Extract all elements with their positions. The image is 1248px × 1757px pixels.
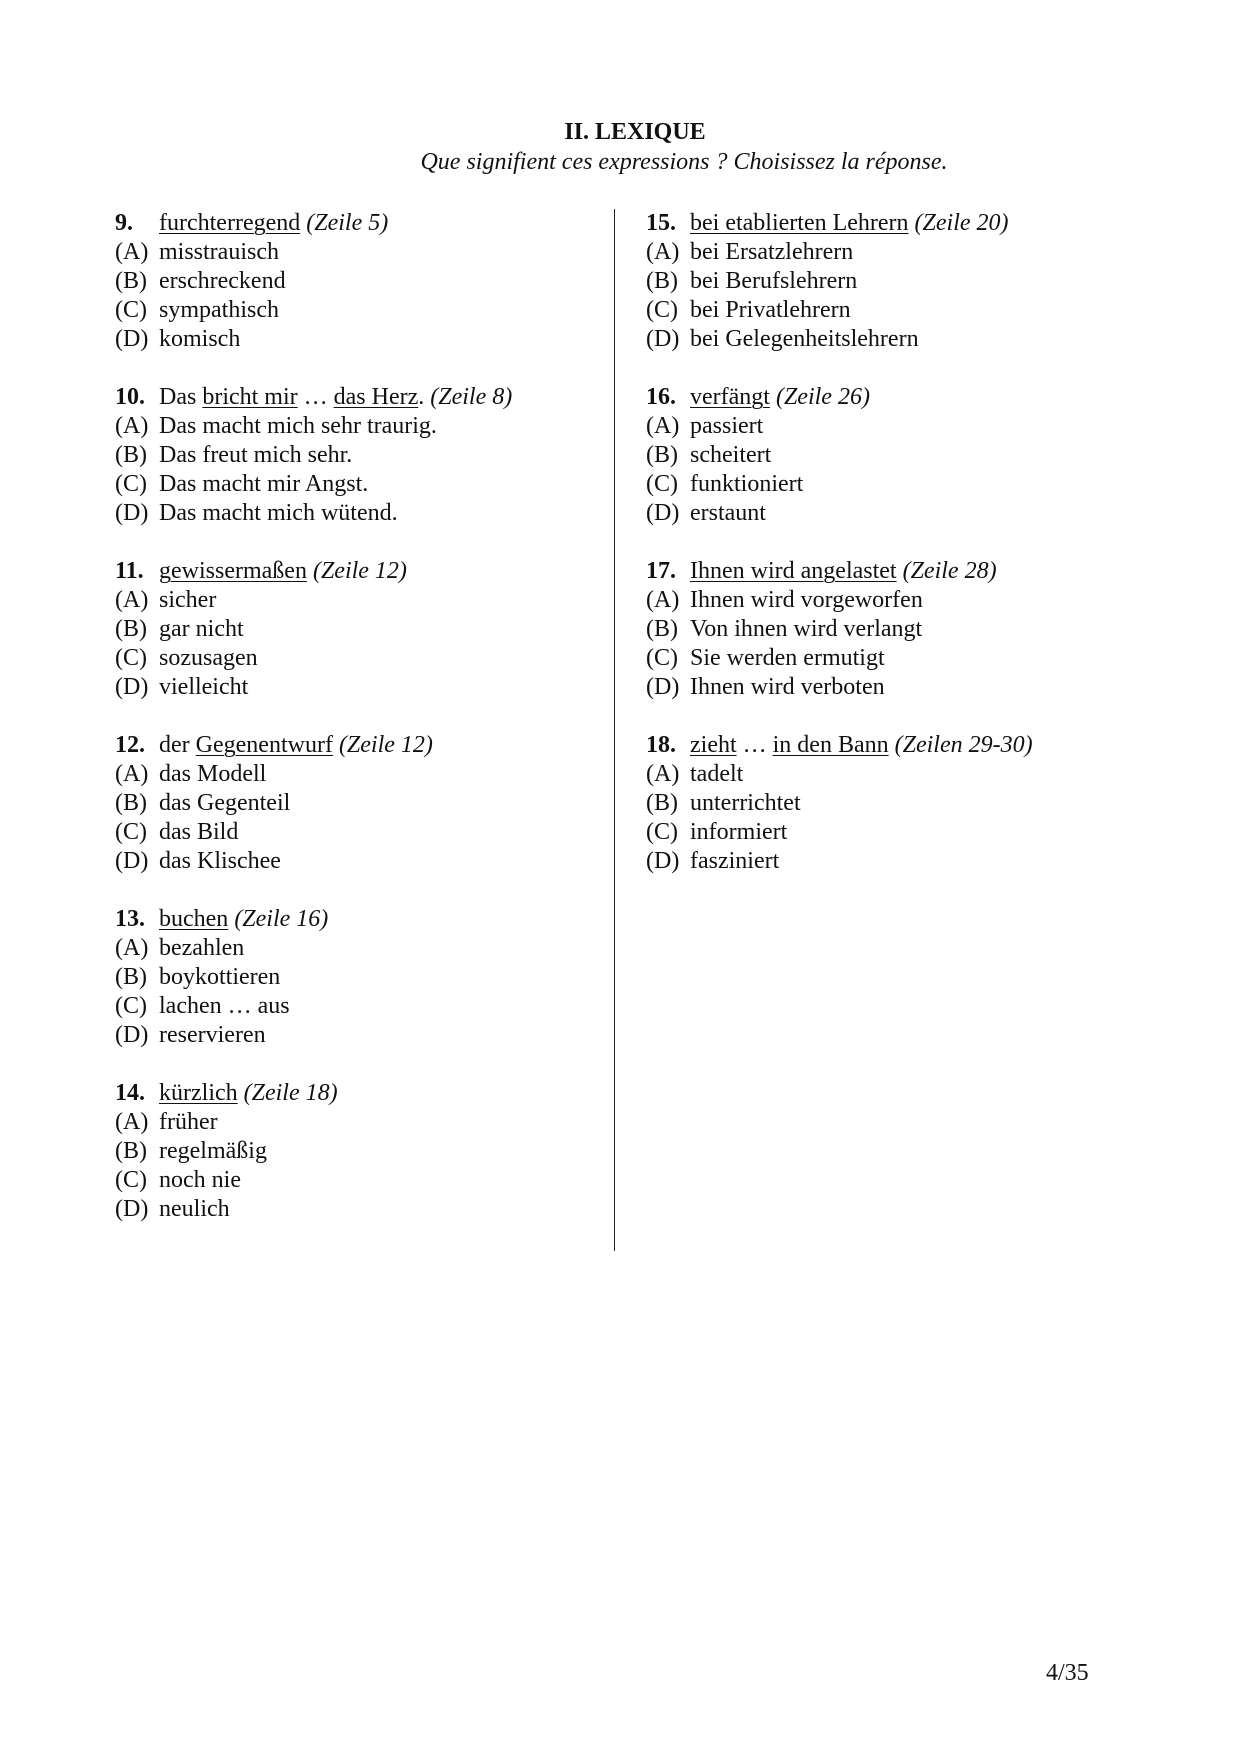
option-text: fasziniert [690,848,780,874]
question-block [646,731,1166,876]
answer-option [646,673,1166,702]
option-text: misstrauisch [159,239,279,265]
option-letter: (B) [646,442,678,468]
answer-option [646,499,1166,528]
question-stem [115,383,595,412]
option-letter: (A) [115,587,149,613]
option-letter: (D) [646,326,680,352]
question-block [646,209,1166,354]
option-text: bei Ersatzlehrern [690,239,854,265]
option-letter: (A) [646,587,680,613]
option-text: Das freut mich sehr. [159,442,353,468]
question-number: 13. [115,906,145,932]
target-expression: furchterregend [159,210,301,236]
option-text: sozusagen [159,645,258,671]
option-text: erschreckend [159,268,286,294]
question-block [646,557,1166,702]
answer-option [115,963,595,992]
question-stem [646,557,1166,586]
answer-option [646,412,1166,441]
option-letter: (A) [646,761,680,787]
option-letter: (C) [115,819,147,845]
option-text: bezahlen [159,935,245,961]
stem-text: … [736,732,773,758]
option-letter: (A) [115,935,149,961]
option-text: Von ihnen wird verlangt [690,616,923,642]
question-stem [646,209,1166,238]
option-text: bei Berufslehrern [690,268,858,294]
line-reference: (Zeile 5) [306,210,389,236]
stem-text: … [297,384,334,410]
answer-option [646,818,1166,847]
option-letter: (C) [115,993,147,1019]
right-question-column [646,209,1166,905]
option-text: komisch [159,326,241,352]
target-expression: bei etablierten Lehrern [690,210,909,236]
answer-option [115,1166,595,1195]
line-reference: (Zeile 16) [234,906,329,932]
line-reference: (Zeile 20) [914,210,1009,236]
option-letter: (B) [115,616,147,642]
question-block [646,383,1166,528]
option-text: regelmäßig [159,1138,267,1164]
stem-text: . [418,384,431,410]
question-stem [115,905,595,934]
option-letter: (D) [646,500,680,526]
answer-option [115,238,595,267]
target-expression: bricht mir [202,384,298,410]
line-reference: (Zeilen 29-30) [894,732,1033,758]
line-reference: (Zeile 28) [902,558,997,584]
line-reference: (Zeile 18) [243,1080,338,1106]
question-number: 16. [646,384,676,410]
target-expression: gewissermaßen [159,558,307,584]
option-letter: (C) [115,471,147,497]
option-text: das Modell [159,761,267,787]
option-letter: (D) [115,848,149,874]
option-letter: (B) [646,790,678,816]
question-number: 17. [646,558,676,584]
question-stem [115,557,595,586]
option-text: neulich [159,1196,230,1222]
column-divider [614,209,615,1251]
question-stem [115,209,595,238]
question-stem [115,731,595,760]
option-letter: (C) [646,819,678,845]
option-letter: (D) [115,500,149,526]
answer-option [646,760,1166,789]
target-expression: buchen [159,906,229,932]
option-letter: (B) [115,1138,147,1164]
answer-option [646,586,1166,615]
target-expression: Ihnen wird angelastet [690,558,897,584]
answer-option [115,267,595,296]
option-text: funktioniert [690,471,804,497]
answer-option [646,615,1166,644]
option-text: lachen … aus [159,993,290,1019]
option-text: gar nicht [159,616,244,642]
line-reference: (Zeile 8) [430,384,513,410]
answer-option [646,441,1166,470]
question-stem [646,383,1166,412]
option-letter: (C) [646,471,678,497]
option-text: erstaunt [690,500,766,526]
question-number: 12. [115,732,145,758]
option-letter: (D) [115,1196,149,1222]
option-letter: (B) [646,616,678,642]
option-text: das Bild [159,819,239,845]
section-header [0,117,1248,177]
answer-option [646,238,1166,267]
page-number: 4/35 [1046,1660,1089,1686]
option-letter: (D) [115,326,149,352]
target-expression: Gegenentwurf [195,732,333,758]
option-letter: (A) [646,413,680,439]
question-number: 10. [115,384,145,410]
target-expression: kürzlich [159,1080,238,1106]
question-number: 9. [115,210,133,236]
option-letter: (A) [646,239,680,265]
answer-option [115,499,595,528]
question-block [115,731,595,876]
target-expression: verfängt [690,384,770,410]
option-letter: (D) [115,1022,149,1048]
option-text: bei Privatlehrern [690,297,851,323]
option-letter: (C) [646,645,678,671]
option-letter: (B) [115,442,147,468]
option-text: vielleicht [159,674,249,700]
question-block [115,383,595,528]
answer-option [115,412,595,441]
line-reference: (Zeile 12) [338,732,433,758]
option-text: Das macht mich wütend. [159,500,398,526]
answer-option [646,325,1166,354]
answer-option [646,296,1166,325]
question-number: 14. [115,1080,145,1106]
answer-option [115,760,595,789]
option-text: Das macht mich sehr traurig. [159,413,437,439]
answer-option [115,992,595,1021]
stem-text: der [159,732,196,758]
option-text: sicher [159,587,217,613]
option-text: passiert [690,413,764,439]
question-block [115,1079,595,1224]
option-text: noch nie [159,1167,241,1193]
option-text: Ihnen wird verboten [690,674,885,700]
answer-option [115,818,595,847]
answer-option [115,934,595,963]
stem-text: Das [159,384,203,410]
answer-option [646,847,1166,876]
answer-option [115,673,595,702]
target-expression: in den Bann [772,732,889,758]
answer-option [115,441,595,470]
answer-option [115,644,595,673]
option-text: boykottieren [159,964,281,990]
answer-option [646,789,1166,818]
section-instructions: Que signifient ces expressions ? Choisissez la réponse. [420,149,948,175]
line-reference: (Zeile 12) [312,558,407,584]
option-letter: (A) [115,413,149,439]
option-letter: (B) [115,964,147,990]
answer-option [115,789,595,818]
option-text: Sie werden ermutigt [690,645,885,671]
option-letter: (D) [115,674,149,700]
question-number: 18. [646,732,676,758]
answer-option [115,296,595,325]
answer-option [646,267,1166,296]
question-stem [646,731,1166,760]
answer-option [115,1108,595,1137]
answer-option [646,644,1166,673]
option-text: tadelt [690,761,744,787]
option-letter: (D) [646,674,680,700]
option-letter: (C) [115,1167,147,1193]
option-text: das Gegenteil [159,790,291,816]
question-block [115,557,595,702]
option-text: Das macht mir Angst. [159,471,369,497]
option-text: reservieren [159,1022,266,1048]
question-number: 11. [115,558,144,584]
option-text: unterrichtet [690,790,801,816]
answer-option [115,586,595,615]
answer-option [115,1021,595,1050]
option-letter: (D) [646,848,680,874]
target-expression: zieht [690,732,737,758]
question-stem [115,1079,595,1108]
option-text: früher [159,1109,218,1135]
option-letter: (B) [646,268,678,294]
option-text: Ihnen wird vorgeworfen [690,587,923,613]
answer-option [115,470,595,499]
option-letter: (A) [115,761,149,787]
target-expression: das Herz [333,384,419,410]
question-block [115,905,595,1050]
answer-option [646,470,1166,499]
line-reference: (Zeile 26) [775,384,870,410]
option-letter: (C) [115,645,147,671]
left-question-column [115,209,595,1253]
option-letter: (C) [646,297,678,323]
option-text: sympathisch [159,297,279,323]
question-block [115,209,595,354]
option-letter: (A) [115,239,149,265]
option-text: scheitert [690,442,772,468]
answer-option [115,847,595,876]
option-letter: (B) [115,268,147,294]
answer-option [115,1137,595,1166]
option-letter: (A) [115,1109,149,1135]
question-number: 15. [646,210,676,236]
answer-option [115,325,595,354]
option-text: informiert [690,819,788,845]
option-letter: (B) [115,790,147,816]
option-text: das Klischee [159,848,281,874]
option-letter: (C) [115,297,147,323]
answer-option [115,1195,595,1224]
answer-option [115,615,595,644]
option-text: bei Gelegenheitslehrern [690,326,919,352]
section-title: II. LEXIQUE [564,119,706,145]
